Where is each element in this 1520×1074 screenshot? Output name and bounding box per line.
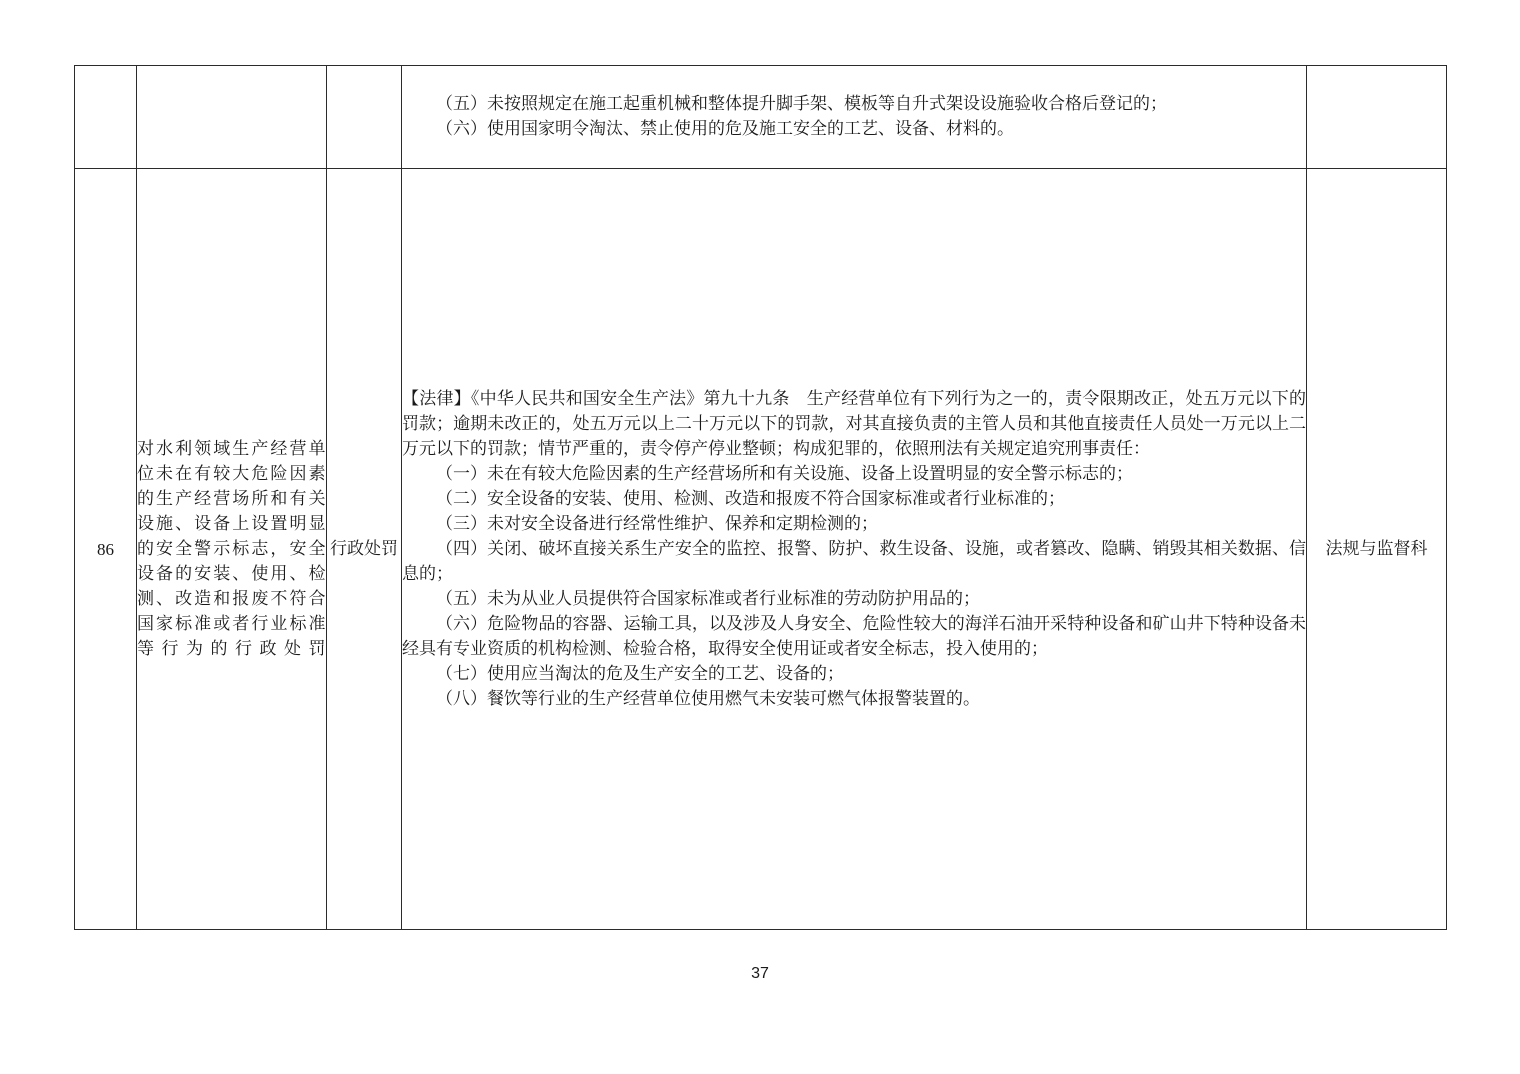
clause-six: （六）使用国家明令淘汰、禁止使用的危及施工安全的工艺、设备、材料的。	[436, 119, 1014, 139]
basis-clause-8: （八）餐饮等行业的生产经营单位使用燃气未安装可燃气体报警装置的。	[436, 688, 980, 709]
basis-clause-6: （六）危险物品的容器、运输工具，以及涉及人身安全、危险性较大的海洋石油开采特种设备和矿山井下特种设备未经具有专业资质的机构检测、检验合格，取得安全使用证或者安全标志，投入使用的；	[402, 613, 1306, 659]
legal-basis-cell	[402, 66, 1307, 169]
power-list-table	[74, 65, 1447, 930]
row-number: 86	[75, 169, 137, 930]
power-type: 行政处罚	[327, 169, 402, 930]
basis-clause-2: （二）安全设备的安装、使用、检测、改造和报废不符合国家标准或者行业标准的；	[436, 488, 1065, 509]
number-cell	[75, 66, 137, 169]
item-name-cell	[137, 66, 327, 169]
legal-basis-intro: 【法律】《中华人民共和国安全生产法》第九十九条 生产经营单位有下列行为之一的，责令限期改正，处五万元以下的罚款；逾期未改正的，处五万元以上二十万元以下的罚款，对其直接负责的主管人员和其他直接责任人员处一万元以上二万元以下的罚款；情节严重的，责令停产停业整顿；构成犯罪的，依照刑法有关规定追究刑事责任：	[402, 388, 1306, 459]
item-name: 对水利领域生产经营单位未在有较大危险因素的生产经营场所和有关设施、设备上设置明显的安全警示标志，安全设备的安装、使用、检测、改造和报废不符合国家标准或者行业标准等行为的行政处罚	[137, 438, 326, 659]
page-number: 37	[751, 965, 769, 982]
clause-five: （五）未按照规定在施工起重机械和整体提升脚手架、模板等自升式架设设施验收合格后登记的；	[436, 94, 1167, 114]
power-type-cell	[327, 66, 402, 169]
basis-clause-4: （四）关闭、破坏直接关系生产安全的监控、报警、防护、救生设备、设施，或者篡改、隐瞒、销毁其相关数据、信息的；	[402, 538, 1306, 584]
table-row-86	[75, 169, 1447, 930]
basis-clause-3: （三）未对安全设备进行经常性维护、保养和定期检测的；	[436, 513, 878, 534]
department-cell	[1307, 66, 1447, 169]
continuation-clauses	[402, 92, 1306, 142]
legal-basis-cell	[402, 169, 1307, 930]
responsible-department: 法规与监督科	[1307, 169, 1447, 930]
basis-clause-5: （五）未为从业人员提供符合国家标准或者行业标准的劳动防护用品的；	[436, 588, 980, 609]
table-row-continuation	[75, 66, 1447, 169]
basis-clause-1: （一）未在有较大危险因素的生产经营场所和有关设施、设备上设置明显的安全警示标志的；	[436, 463, 1133, 484]
basis-clause-7: （七）使用应当淘汰的危及生产安全的工艺、设备的；	[436, 663, 844, 684]
item-name-cell	[137, 169, 327, 930]
